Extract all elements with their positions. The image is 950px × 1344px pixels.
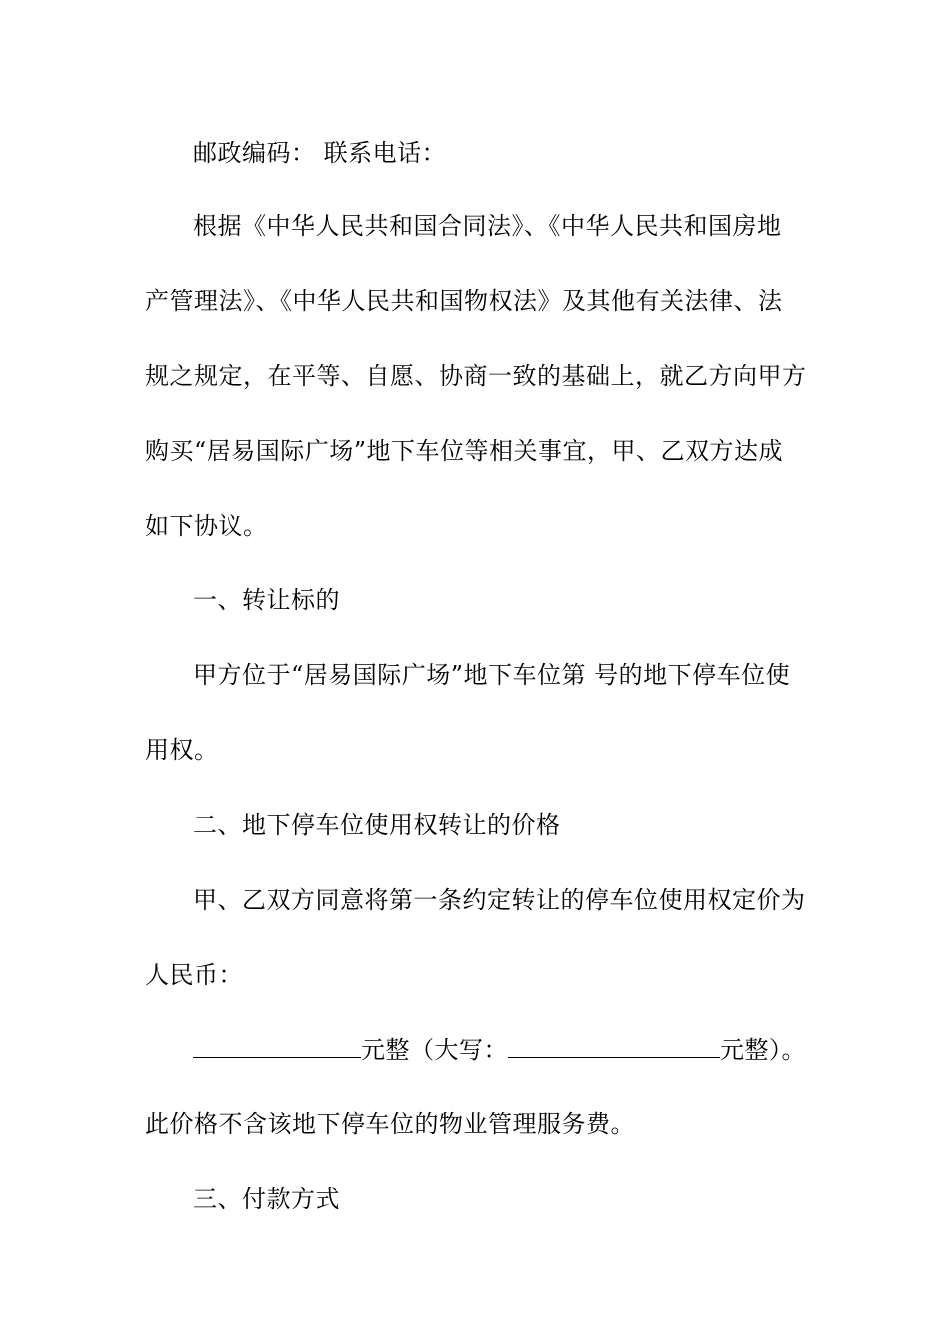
postal-phone-line: 邮政编码： 联系电话：	[193, 139, 447, 167]
price-words-blank-field[interactable]	[508, 1035, 720, 1058]
price-blank-field[interactable]	[193, 1035, 361, 1058]
price-text-part1: 元整（大写：	[361, 1036, 508, 1064]
paragraph-line: 此价格不含该地下停车位的物业管理服务费。	[145, 1110, 635, 1138]
section-heading-3: 三、付款方式	[193, 1185, 340, 1213]
paragraph-line: 甲方位于“居易国际广场”地下车位第 号的地下停车位使	[193, 661, 791, 689]
paragraph-line: 根据《中华人民共和国合同法》、《中华人民共和国房地	[193, 212, 782, 240]
section-heading-2: 二、地下停车位使用权转让的价格	[193, 811, 561, 839]
paragraph-line: 购买“居易国际广场”地下车位等相关事宜，甲、乙双方达成	[145, 437, 784, 465]
price-text-part2: 元整）。	[720, 1036, 806, 1064]
section-heading-1: 一、转让标的	[193, 586, 340, 614]
paragraph-line: 人民币：	[145, 961, 243, 989]
paragraph-line: 产管理法》、《中华人民共和国物权法》及其他有关法律、法	[145, 287, 783, 315]
price-line	[193, 1035, 806, 1065]
paragraph-line: 甲、乙双方同意将第一条约定转让的停车位使用权定价为	[193, 886, 806, 914]
paragraph-line: 用权。	[145, 736, 219, 764]
paragraph-line: 如下协议。	[145, 512, 268, 540]
paragraph-line: 规之规定，在平等、自愿、协商一致的基础上，就乙方向甲方	[145, 362, 807, 390]
